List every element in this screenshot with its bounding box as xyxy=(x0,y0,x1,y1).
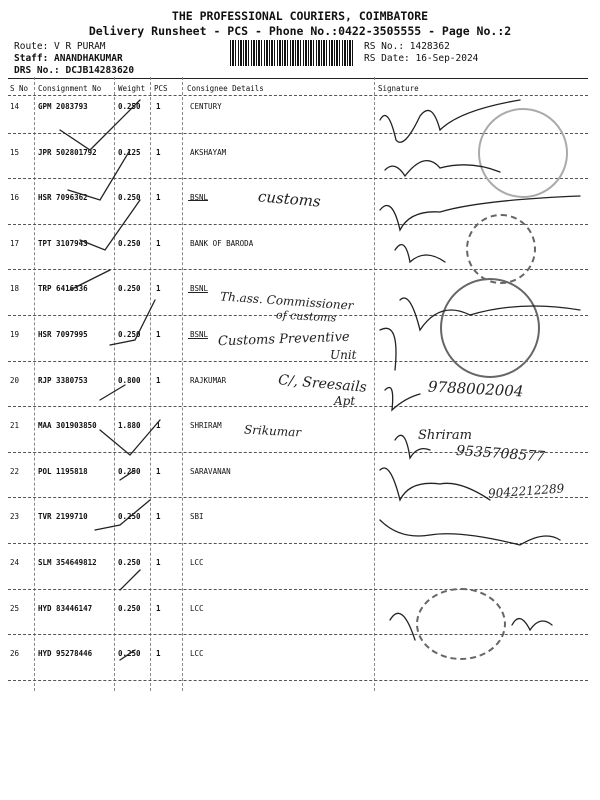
cell-consignment-no: MAA 301903850 xyxy=(38,421,97,431)
cell-sno: 21 xyxy=(10,421,20,431)
cell-sno: 22 xyxy=(10,466,20,476)
cell-sno: 26 xyxy=(10,649,20,659)
cell-weight: 0.250 xyxy=(118,558,141,567)
cell-consignee: BANK OF BARODA xyxy=(190,238,254,248)
cell-consignee: RAJKUMAR xyxy=(190,375,227,385)
cell-consignee: LCC xyxy=(190,558,204,567)
cell-sno: 25 xyxy=(10,603,20,613)
rs-date: RS Date: 16-Sep-2024 xyxy=(364,53,479,64)
cell-sno: 20 xyxy=(10,375,20,385)
signature xyxy=(380,100,520,142)
cell-consignee: BSNL xyxy=(190,330,209,339)
signature xyxy=(380,196,580,230)
cell-consignment-no: HSR 7097995 xyxy=(38,330,88,339)
cell-consignee: LCC xyxy=(190,649,204,659)
cell-pcs: 1 xyxy=(156,603,161,613)
cell-weight: 0.800 xyxy=(118,375,141,385)
signature xyxy=(380,328,396,370)
col-header-sno: S No xyxy=(10,84,29,93)
cell-sno: 23 xyxy=(10,512,20,522)
handwriting-apt: Apt xyxy=(334,394,356,408)
cell-consignment-no: HSR 7096362 xyxy=(38,193,88,203)
cell-weight: 0.125 xyxy=(118,147,141,157)
handwriting-address: C/, Sreesails xyxy=(277,372,368,396)
cell-weight: 0.250 xyxy=(118,330,141,339)
cell-consignment-no: SLM 354649812 xyxy=(38,558,97,567)
cell-sno: 17 xyxy=(10,238,20,248)
signature xyxy=(512,619,552,630)
rs-number: RS No.: 1428362 xyxy=(364,41,450,52)
tick-mark xyxy=(120,650,135,660)
handwriting-name-21: Shriram xyxy=(418,428,472,443)
tick-mark xyxy=(68,150,130,200)
cell-consignment-no: HYD 95278446 xyxy=(38,649,93,659)
col-header-consignment: Consignment No xyxy=(38,84,102,93)
cell-consignee: SARAVANAN xyxy=(190,466,231,476)
cell-consignment-no: TRP 6416336 xyxy=(38,284,88,294)
cell-pcs: 1 xyxy=(156,649,161,659)
cell-weight: 0.250 xyxy=(118,238,141,248)
company-title: THE PROFESSIONAL COURIERS, COIMBATORE xyxy=(171,9,429,23)
signature xyxy=(380,520,560,545)
cell-consignment-no: POL 1195818 xyxy=(38,466,88,476)
cell-weight: 0.250 xyxy=(118,512,141,522)
cell-consignment-no: JPR 502801792 xyxy=(38,147,97,157)
tick-mark xyxy=(95,500,150,530)
cell-consignee: CENTURY xyxy=(190,102,222,111)
cell-sno: 16 xyxy=(10,193,20,203)
signature xyxy=(400,298,580,330)
cell-sno: 19 xyxy=(10,330,20,339)
cell-pcs: 1 xyxy=(156,147,161,157)
cell-consignment-no: TPT 3107943 xyxy=(38,238,88,248)
handwriting-phone-21: 9535708577 xyxy=(455,442,546,466)
drs-number: DRS No.: DCJB14283620 xyxy=(14,65,135,76)
staff-label: Staff: ANANDHAKUMAR xyxy=(14,53,123,64)
cell-pcs: 1 xyxy=(156,558,161,567)
handwriting-phone-22: 9042212289 xyxy=(487,481,565,501)
handwriting-commissioner: Th.ass. Commissioner xyxy=(219,289,354,313)
cell-consignee: BSNL xyxy=(190,193,209,203)
cell-consignee: BSNL xyxy=(190,284,209,294)
cell-weight: 0.250 xyxy=(118,284,141,294)
handwriting-customs-preventive: Customs Preventive xyxy=(217,329,350,350)
cell-consignment-no: GPM 2083793 xyxy=(38,102,88,111)
tick-mark xyxy=(80,200,140,250)
cell-weight: 0.250 xyxy=(118,193,141,203)
handwriting-receiver-21: Srikumar xyxy=(243,422,302,440)
cell-pcs: 1 xyxy=(156,375,161,385)
route-label: Route: V R PURAM xyxy=(14,41,106,52)
col-header-pcs: PCS xyxy=(154,84,168,93)
cell-consignment-no: HYD 83446147 xyxy=(38,603,93,613)
cell-consignee: LCC xyxy=(190,603,204,613)
tick-mark xyxy=(100,420,160,455)
signature xyxy=(380,468,490,500)
tick-mark xyxy=(70,270,110,290)
cell-weight: 0.250 xyxy=(118,649,141,659)
handwriting-of-customs: of customs xyxy=(275,308,337,325)
tick-mark xyxy=(60,100,140,150)
cell-pcs: 1 xyxy=(156,421,161,431)
handwriting-customs: customs xyxy=(257,187,322,211)
runsheet-subtitle: Delivery Runsheet - PCS - Phone No.:0422-3505555 - Page No.:2 xyxy=(88,24,512,38)
cell-consignee: SHRIRAM xyxy=(190,421,222,431)
cell-pcs: 1 xyxy=(156,512,161,522)
handwriting-phone-20: 9788002004 xyxy=(427,377,524,401)
cell-weight: 0.250 xyxy=(118,603,141,613)
col-header-weight: Weight xyxy=(118,84,146,93)
signature xyxy=(385,161,500,176)
tick-mark xyxy=(110,300,155,345)
cell-consignee: AKSHAYAM xyxy=(190,147,227,157)
cell-sno: 14 xyxy=(10,102,20,111)
cell-pcs: 1 xyxy=(156,330,161,339)
cell-consignment-no: RJP 3380753 xyxy=(38,375,88,385)
cell-pcs: 1 xyxy=(156,102,161,111)
cell-sno: 18 xyxy=(10,284,20,294)
cell-consignment-no: TVR 2199710 xyxy=(38,512,88,522)
signature xyxy=(390,613,415,640)
cell-pcs: 1 xyxy=(156,284,161,294)
cell-sno: 24 xyxy=(10,558,20,567)
signature xyxy=(395,245,445,262)
cell-pcs: 1 xyxy=(156,466,161,476)
cell-pcs: 1 xyxy=(156,193,161,203)
cell-weight: 1.880 xyxy=(118,421,141,431)
cell-weight: 0.250 xyxy=(118,466,141,476)
cell-pcs: 1 xyxy=(156,238,161,248)
tick-mark xyxy=(120,570,140,590)
cell-consignee: SBI xyxy=(190,512,204,522)
cell-sno: 15 xyxy=(10,147,20,157)
handwriting-unit: Unit xyxy=(330,348,357,362)
signature xyxy=(395,435,430,458)
col-header-consignee: Consignee Details xyxy=(187,84,264,93)
signature xyxy=(385,388,420,411)
cell-weight: 0.250 xyxy=(118,102,141,111)
col-header-signature: Signature xyxy=(378,84,419,93)
tick-mark xyxy=(120,470,135,480)
tick-mark xyxy=(100,385,125,400)
